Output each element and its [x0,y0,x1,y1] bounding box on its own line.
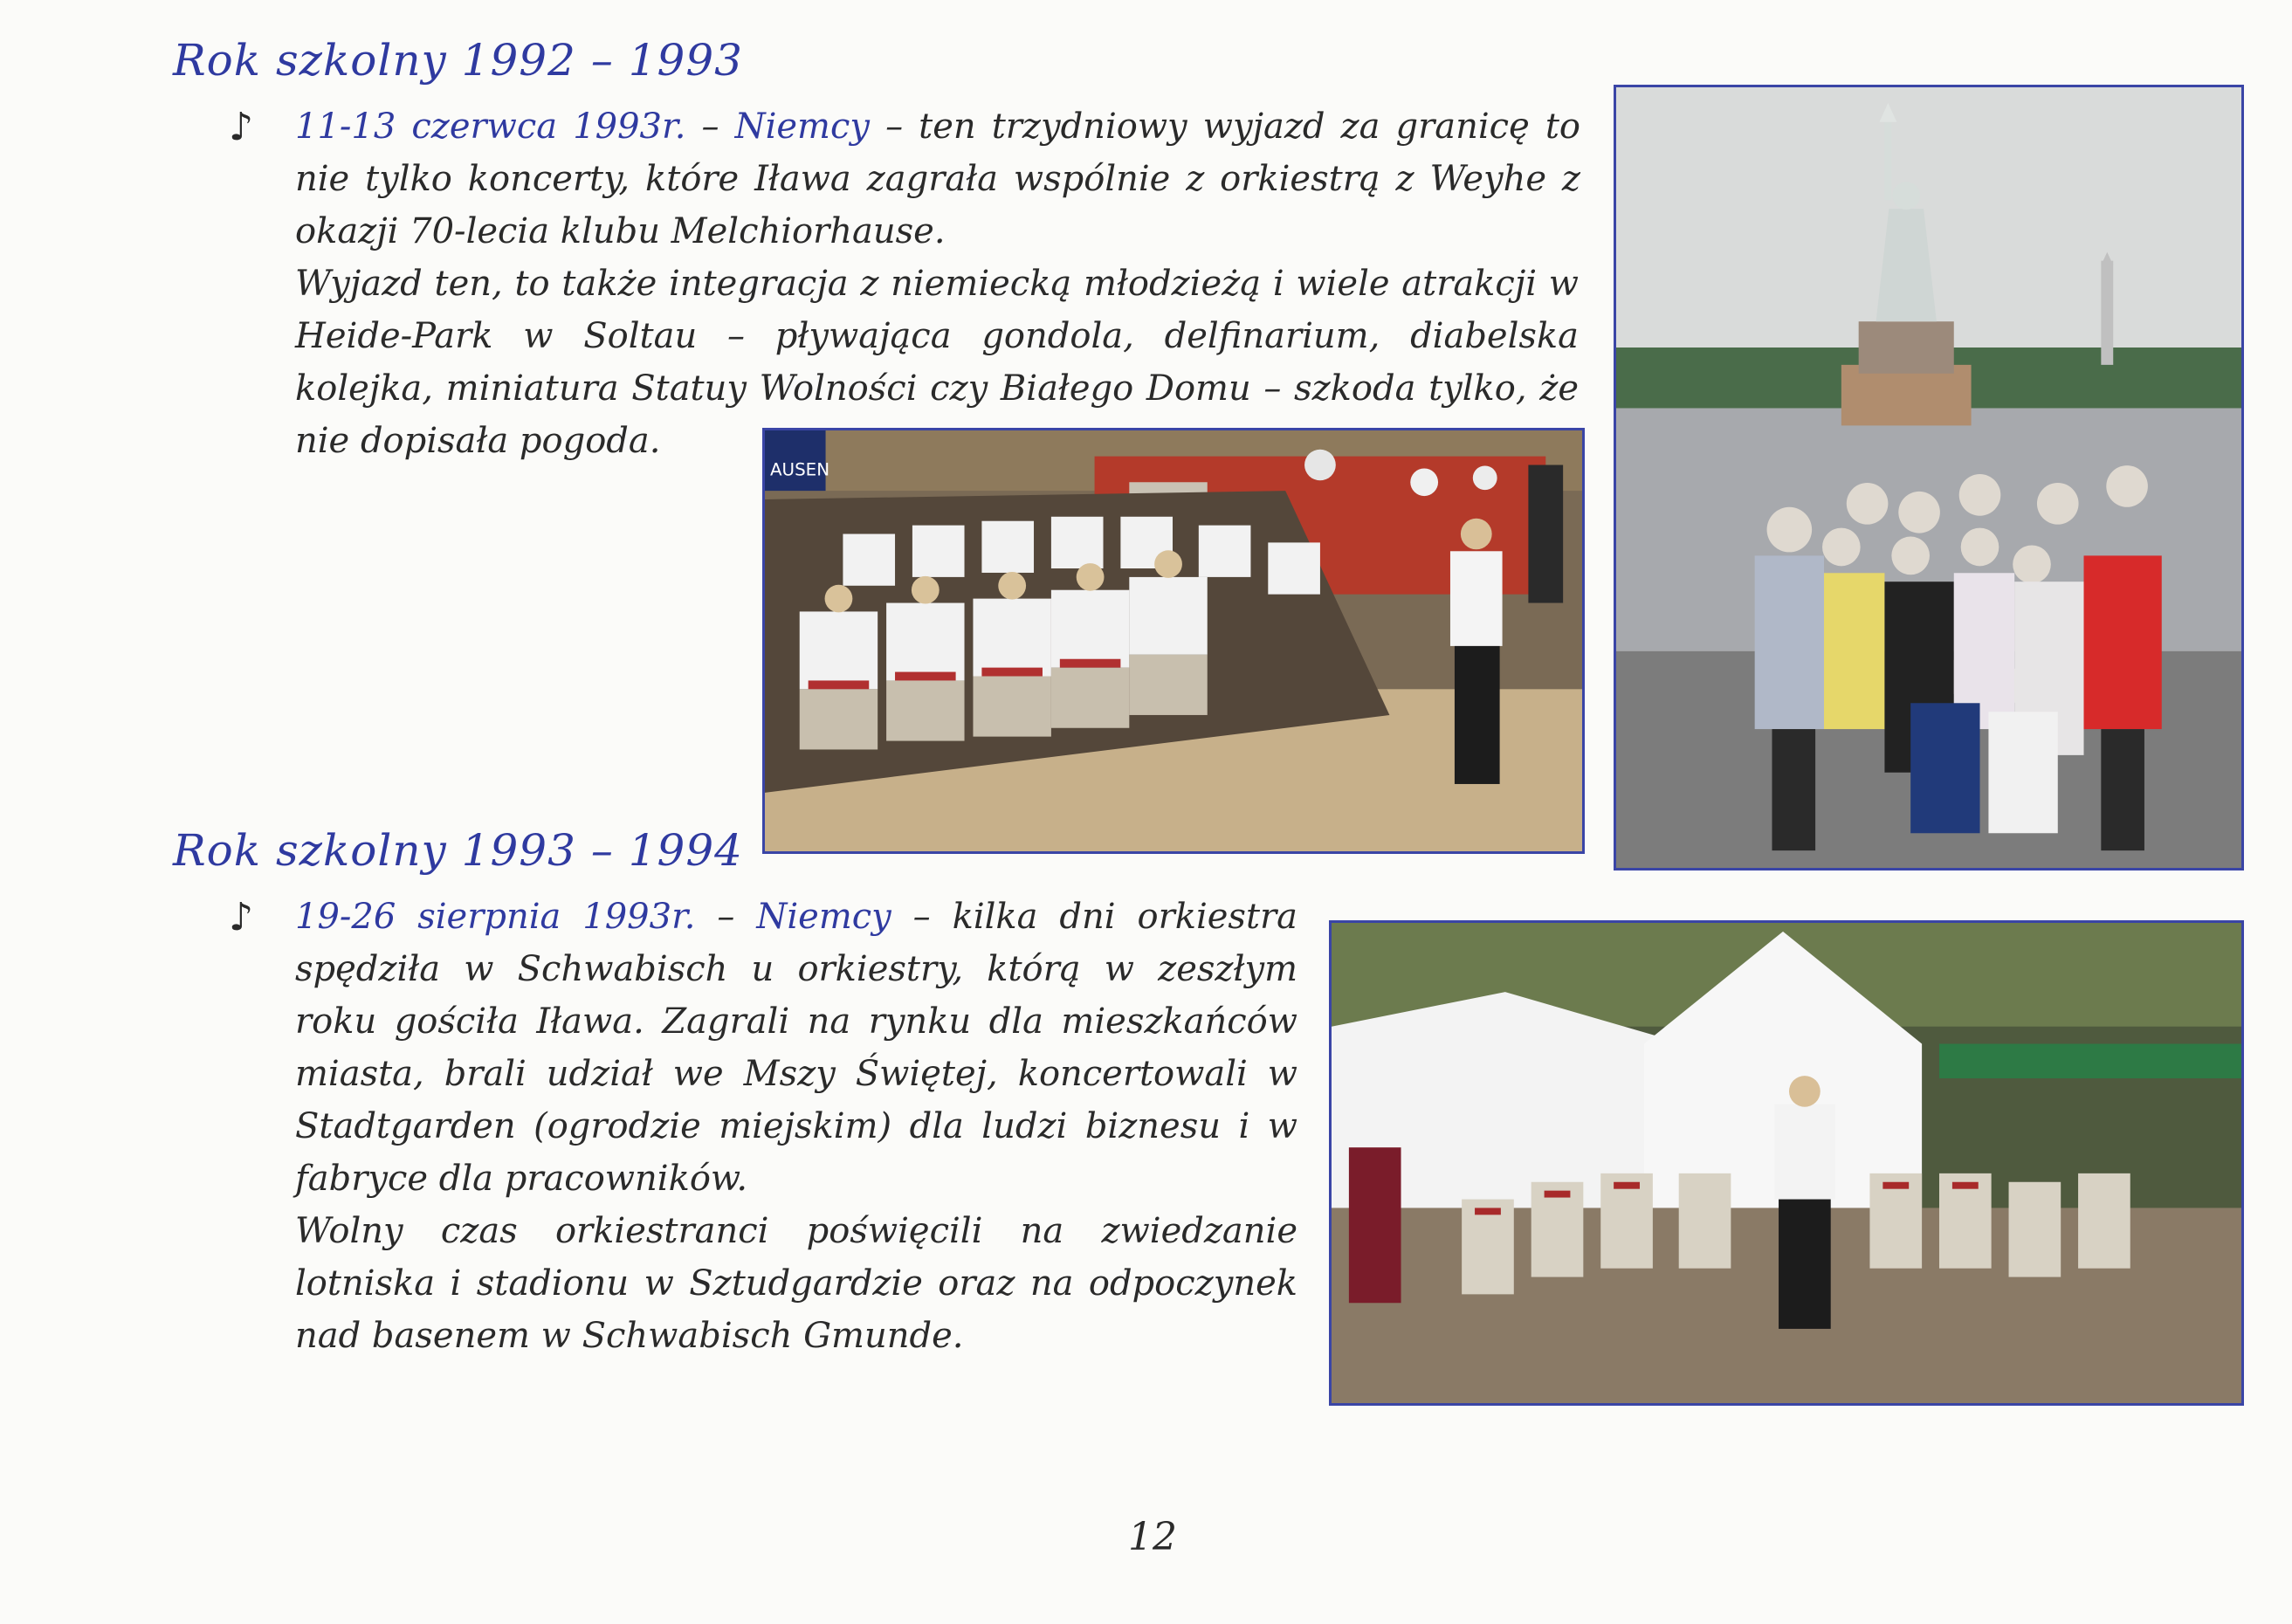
page-number: 12 [1128,1515,1177,1559]
section-heading-1993-1994: Rok szkolny 1993 – 1994 [173,825,743,876]
photo-group-statue-of-liberty [1614,85,2244,870]
photo-orchestra-outdoor-tents [1329,920,2244,1406]
photo-orchestra-concert-hall [762,428,1585,854]
section-2-paragraph-1 [295,891,1297,1205]
section-1-paragraph-2: Wyjazd ten, to także integracja z niemiecką młodzieżą i wiele atrakcji w Heide-Park w Soltau – pływająca gondola, delfinarium, diabelska kolejka, miniatura Statuy Wolności czy Białego Domu – szkoda tylko, że nie dopisała pogoda. [295,264,1579,461]
section-heading-1992-1993: Rok szkolny 1992 – 1993 [173,35,743,86]
music-note-icon: ♪ [229,105,254,149]
section-1-paragraph-1 [295,100,1580,258]
trip-description-2: – kilka dni orkiestra spędziła w Schwabisch u orkiestry, którą w zeszłym roku gościła Iława. Zagrali na rynku dla mieszkańców miasta, brali udział we Mszy Świętej, koncertowali w Stadtgarden (ogrodzie miejskim) dla ludzi biznesu i w fabryce dla pracowników. [295,897,1297,1199]
dash-2: – [695,897,757,937]
trip-place-2: Niemcy [756,897,891,937]
section-2-paragraph-2: Wolny czas orkiestranci poświęcili na zwiedzanie lotniska i stadionu w Sztudgardzie oraz na odpoczynek nad basenem w Schwabisch Gmunde. [295,1211,1297,1356]
music-note-icon: ♪ [229,895,254,939]
trip-description-1: – ten trzydniowy wyjazd za granicę to nie tylko koncerty, które Iława zagrała wspólnie z orkiestrą z Weyhe z okazji 70-lecia klubu Melchiorhause. [295,107,1580,251]
section-1-text [295,100,1580,467]
trip-date-2: 19-26 sierpnia 1993r. [295,897,696,937]
dash-1: – [685,107,735,147]
trip-date-1: 11-13 czerwca 1993r. [295,107,686,147]
section-2-text [295,891,1297,1362]
hall-sign-text: AUSEN [769,459,830,480]
trip-place-1: Niemcy [734,107,870,147]
